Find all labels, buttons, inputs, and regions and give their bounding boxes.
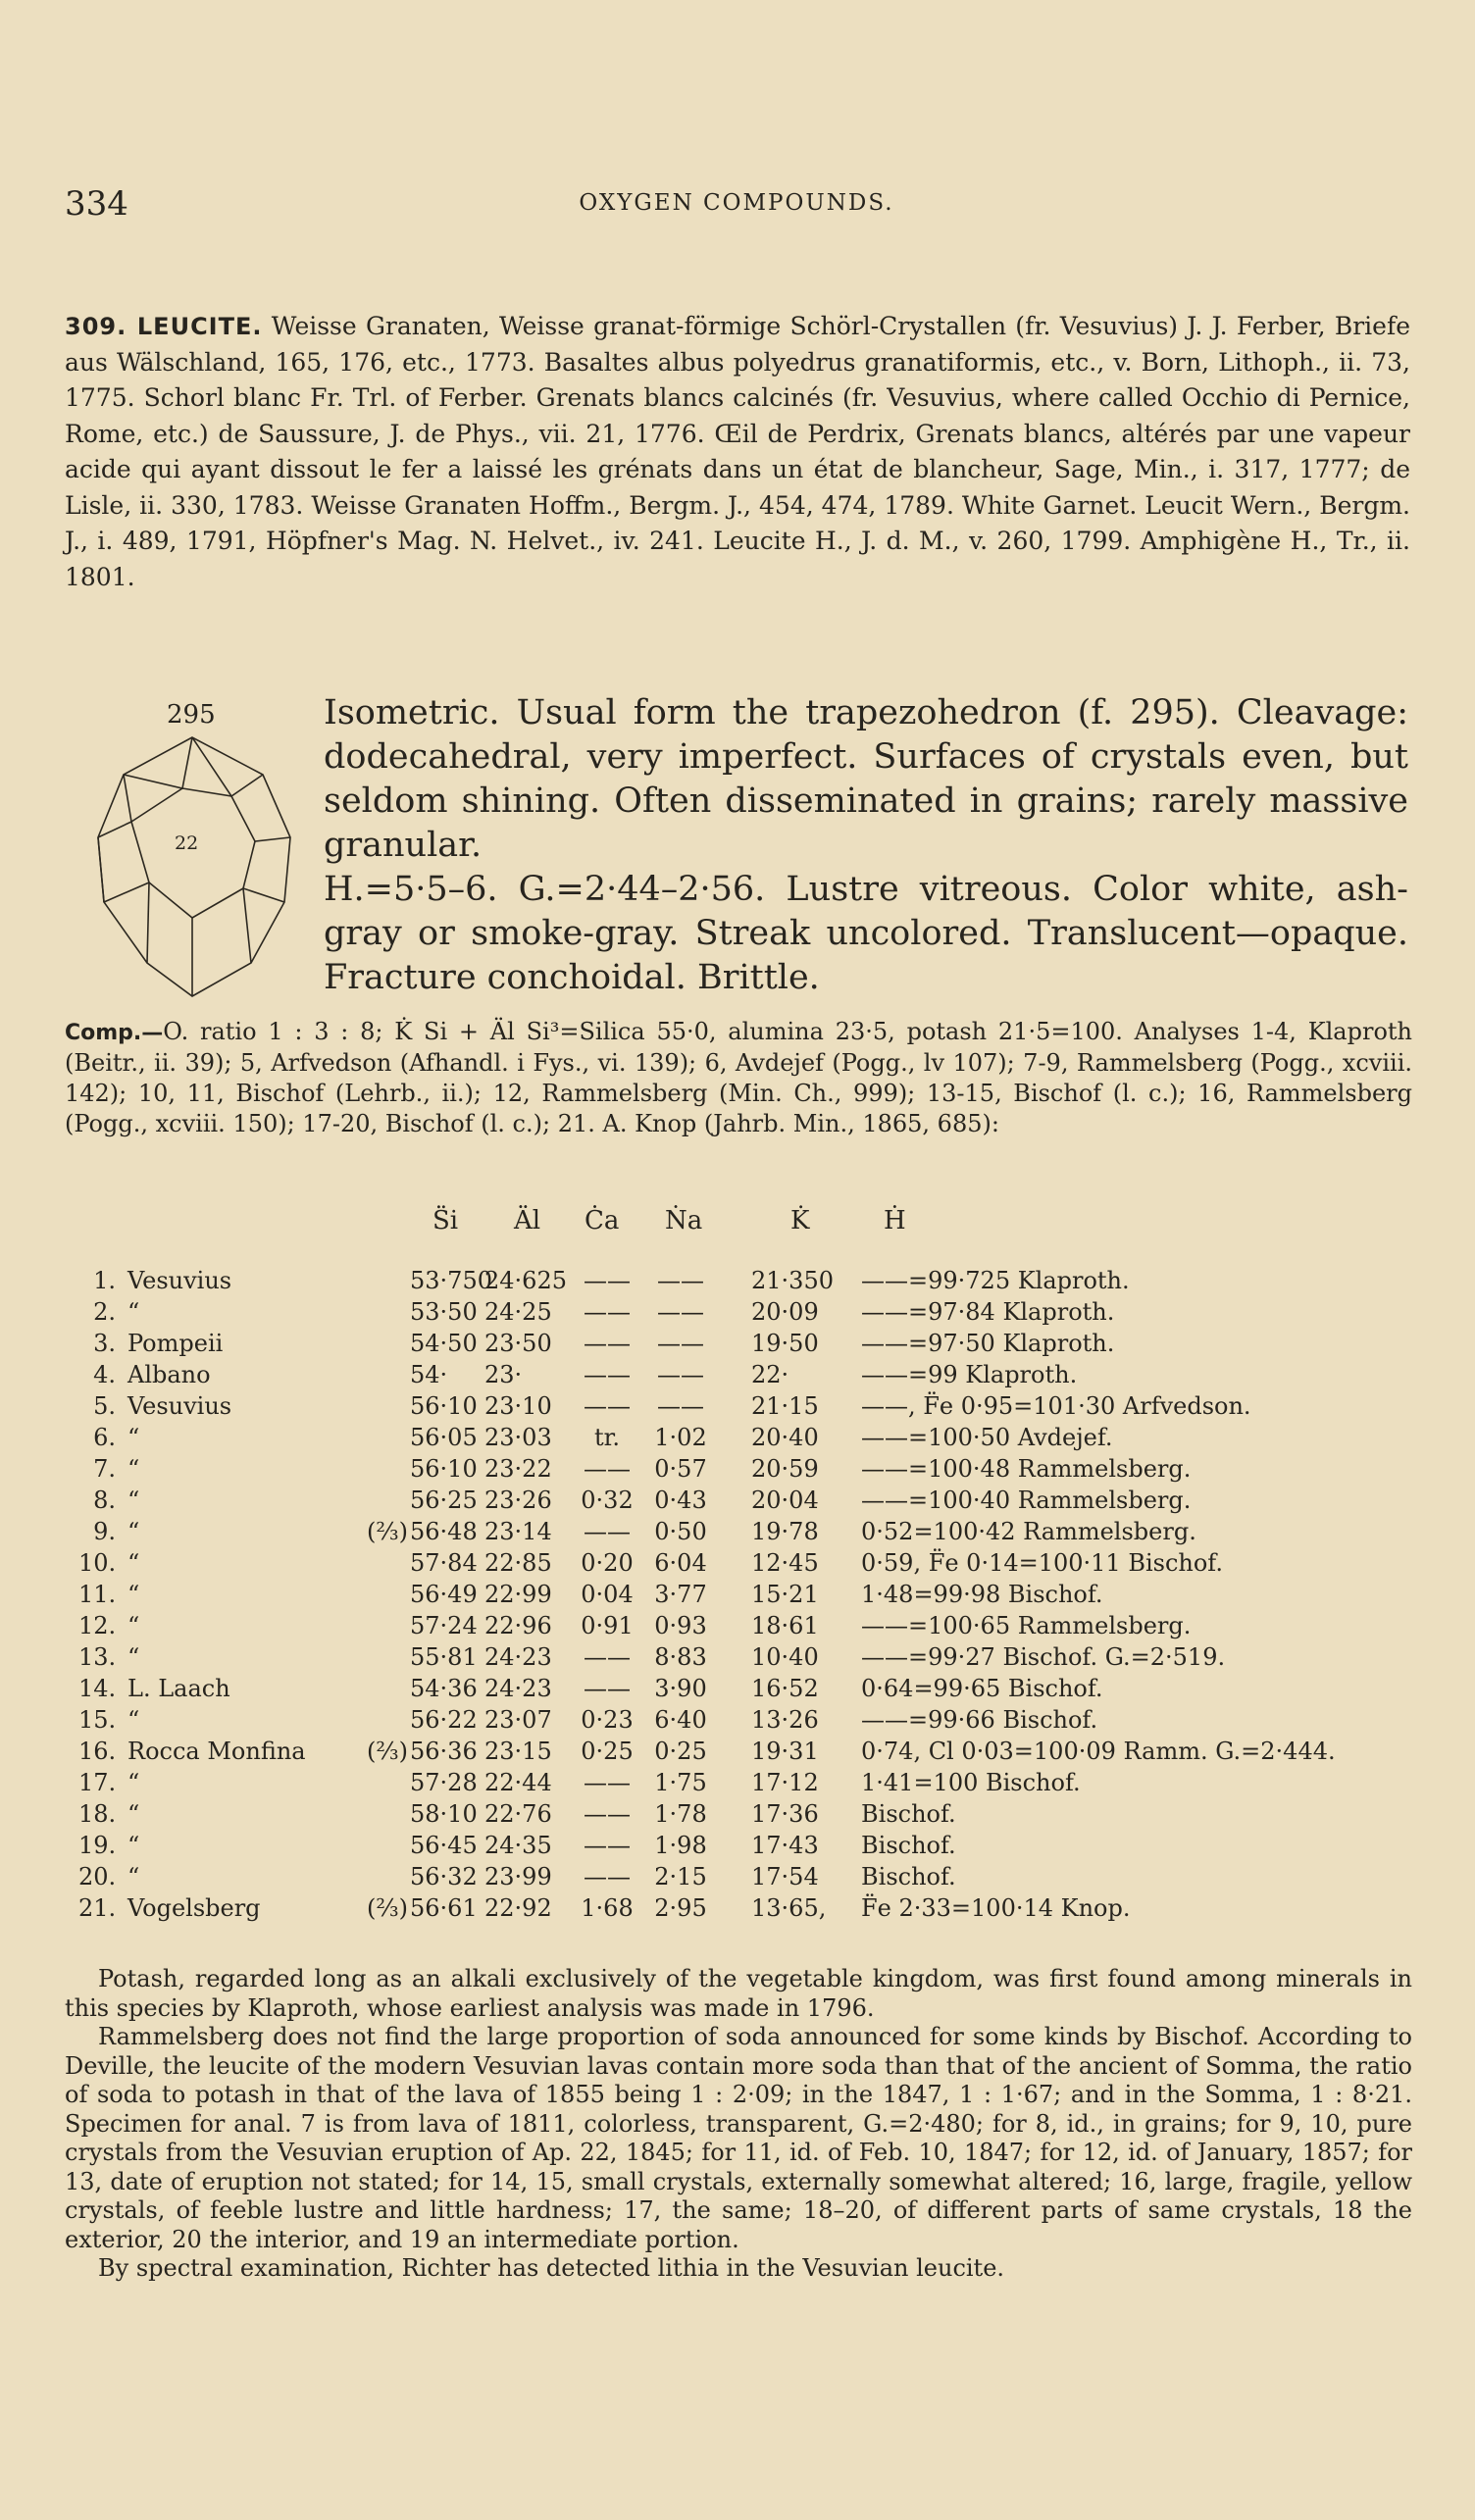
row-potash: 16·52 [751, 1675, 819, 1702]
row-silica: 56·05 [410, 1424, 478, 1451]
row-potash: 19·78 [751, 1518, 819, 1545]
row-number: 3. [93, 1330, 116, 1357]
header-lime: Ċa [585, 1206, 620, 1235]
row-soda: 1·02 [654, 1424, 707, 1451]
row-number: 21. [78, 1894, 117, 1922]
row-soda: 2·15 [654, 1863, 707, 1890]
row-silica: 56·10 [410, 1392, 478, 1420]
row-remainder: Bischof. [861, 1863, 956, 1890]
row-locality: L. Laach [127, 1675, 230, 1702]
properties-paragraph: H.=5·5–6. G.=2·44–2·56. Lustre vitreous. Color white, ash-gray or smoke-gray. Streak uncolored. Translucent—opaque. Fracture conchoidal. Brittle. [324, 870, 1408, 997]
row-remainder: ——=99·66 Bischof. [861, 1706, 1098, 1734]
row-number: 9. [93, 1518, 116, 1545]
row-alumina: 23·50 [484, 1330, 552, 1357]
running-title: OXYGEN COMPOUNDS. [579, 190, 894, 216]
row-soda: 0·25 [654, 1738, 707, 1765]
row-number: 15. [78, 1706, 117, 1734]
species-heading: 309. LEUCITE. [65, 313, 263, 340]
row-soda: —— [657, 1361, 704, 1388]
row-silica: 56·22 [410, 1706, 478, 1734]
row-lime: —— [584, 1330, 631, 1357]
table-row [65, 1267, 1428, 1298]
row-alumina: 22·44 [484, 1769, 552, 1796]
row-lime: —— [584, 1392, 631, 1420]
row-lime: —— [584, 1863, 631, 1890]
table-row [65, 1800, 1428, 1832]
row-fraction: (⅔) [367, 1738, 408, 1765]
row-soda: 0·93 [654, 1612, 707, 1639]
row-locality: “ [127, 1518, 140, 1545]
row-silica: 58·10 [410, 1800, 478, 1828]
row-remainder: 0·59, F̈e 0·14=100·11 Bischof. [861, 1549, 1223, 1577]
row-lime: —— [584, 1769, 631, 1796]
row-alumina: 24·625 [484, 1267, 567, 1294]
table-header [65, 1206, 1428, 1267]
row-silica: 56·61 [410, 1894, 478, 1922]
row-number: 8. [93, 1487, 116, 1514]
table-row [65, 1298, 1428, 1330]
row-soda: —— [657, 1267, 704, 1294]
row-lime: —— [584, 1643, 631, 1671]
row-alumina: 24·35 [484, 1832, 552, 1859]
row-locality: “ [127, 1455, 140, 1483]
row-soda: 6·40 [654, 1706, 707, 1734]
row-alumina: 24·23 [484, 1643, 552, 1671]
row-lime: —— [584, 1298, 631, 1326]
row-remainder: 0·74, Cl 0·03=100·09 Ramm. G.=2·444. [861, 1738, 1336, 1765]
row-number: 18. [78, 1800, 117, 1828]
figure-number: 295 [167, 700, 216, 730]
row-alumina: 24·23 [484, 1675, 552, 1702]
row-potash: 21·350 [751, 1267, 834, 1294]
row-soda: —— [657, 1392, 704, 1420]
row-potash: 17·12 [751, 1769, 819, 1796]
row-silica: 54·50 [410, 1330, 478, 1357]
row-locality: “ [127, 1612, 140, 1639]
row-potash: 22· [751, 1361, 789, 1388]
row-silica: 57·24 [410, 1612, 478, 1639]
row-silica: 53·750 [410, 1267, 492, 1294]
crystal-figure [76, 692, 312, 1006]
row-potash: 13·65, [751, 1894, 827, 1922]
row-silica: 56·36 [410, 1738, 478, 1765]
row-number: 13. [78, 1643, 117, 1671]
row-potash: 17·43 [751, 1832, 819, 1859]
row-remainder: ——, F̈e 0·95=101·30 Arfvedson. [861, 1392, 1251, 1420]
row-remainder: ——=99·725 Klaproth. [861, 1267, 1130, 1294]
row-locality: Vesuvius [127, 1392, 232, 1420]
face-label: 22 [175, 832, 199, 854]
row-potash: 18·61 [751, 1612, 819, 1639]
row-locality: “ [127, 1487, 140, 1514]
row-remainder: 0·52=100·42 Rammelsberg. [861, 1518, 1196, 1545]
header-soda: Ṅa [665, 1206, 703, 1235]
note-paragraph: Rammelsberg does not find the large proportion of soda announced for some kinds by Bischof. According to Deville, the leucite of the modern Vesuvian lavas contain more soda than that of the ancient of Somma, the ratio of soda to potash in that of the lava of 1855 being 1 : 2·09; in the 1847, 1 : 1·67; and in the Somma, 1 : 8·21. Specimen for anal. 7 is from lava of 1811, colorless, transparent, G.=2·480; for 8, id., in grains; for 9, 10, pure crystals from the Vesuvian eruption of Ap. 22, 1845; for 11, id. of Feb. 10, 1847; for 12, id. of January, 1857; for 13, date of eruption not stated; for 14, 15, small crystals, externally somewhat altered; 16, large, fragile, yellow crystals, of feeble lustre and little hardness; 17, the same; 18–20, of different parts of same crystals, 18 the exterior, 20 the interior, and 19 an intermediate portion. [65, 2023, 1412, 2253]
row-remainder: ——=97·50 Klaproth. [861, 1330, 1115, 1357]
row-lime: —— [584, 1832, 631, 1859]
table-row [65, 1361, 1428, 1392]
row-alumina: 22·96 [484, 1612, 552, 1639]
table-row [65, 1675, 1428, 1706]
row-alumina: 23·15 [484, 1738, 552, 1765]
row-locality: “ [127, 1832, 140, 1859]
row-potash: 15·21 [751, 1581, 819, 1608]
row-remainder: ——=100·48 Rammelsberg. [861, 1455, 1192, 1483]
header-alumina: Äl [514, 1206, 541, 1235]
row-lime: 0·23 [581, 1706, 634, 1734]
row-number: 12. [78, 1612, 117, 1639]
row-potash: 12·45 [751, 1549, 819, 1577]
row-soda: 0·57 [654, 1455, 707, 1483]
row-number: 7. [93, 1455, 116, 1483]
notes-section [65, 1965, 1412, 2284]
table-row [65, 1706, 1428, 1738]
species-entry [65, 309, 1410, 595]
row-remainder: ——=100·50 Avdejef. [861, 1424, 1113, 1451]
row-locality: “ [127, 1549, 140, 1577]
row-number: 1. [93, 1267, 116, 1294]
row-lime: —— [584, 1518, 631, 1545]
row-soda: 0·50 [654, 1518, 707, 1545]
row-locality: “ [127, 1424, 140, 1451]
table-row [65, 1832, 1428, 1863]
table-row [65, 1863, 1428, 1894]
row-remainder: ——=100·65 Rammelsberg. [861, 1612, 1192, 1639]
row-potash: 20·59 [751, 1455, 819, 1483]
row-soda: 3·77 [654, 1581, 707, 1608]
row-lime: —— [584, 1455, 631, 1483]
row-alumina: 23·14 [484, 1518, 552, 1545]
table-row [65, 1424, 1428, 1455]
row-soda: 1·98 [654, 1832, 707, 1859]
row-lime: 0·32 [581, 1487, 634, 1514]
row-potash: 19·31 [751, 1738, 819, 1765]
row-remainder: ——=99 Klaproth. [861, 1361, 1078, 1388]
row-alumina: 23·03 [484, 1424, 552, 1451]
row-silica: 56·48 [410, 1518, 478, 1545]
row-fraction: (⅔) [367, 1894, 408, 1922]
row-lime: —— [584, 1361, 631, 1388]
row-locality: “ [127, 1863, 140, 1890]
row-lime: 0·04 [581, 1581, 634, 1608]
row-locality: “ [127, 1706, 140, 1734]
row-soda: 1·78 [654, 1800, 707, 1828]
row-silica: 56·25 [410, 1487, 478, 1514]
row-lime: —— [584, 1267, 631, 1294]
row-potash: 17·36 [751, 1800, 819, 1828]
row-lime: —— [584, 1675, 631, 1702]
row-soda: —— [657, 1298, 704, 1326]
row-potash: 20·04 [751, 1487, 819, 1514]
row-soda: 3·90 [654, 1675, 707, 1702]
row-locality: Pompeii [127, 1330, 224, 1357]
row-lime: 1·68 [581, 1894, 634, 1922]
table-body [65, 1267, 1428, 1926]
row-lime: tr. [593, 1424, 621, 1451]
row-locality: Rocca Monfina [127, 1738, 306, 1765]
row-number: 20. [78, 1863, 117, 1890]
row-silica: 57·28 [410, 1769, 478, 1796]
row-silica: 56·32 [410, 1863, 478, 1890]
table-row [65, 1549, 1428, 1581]
row-number: 14. [78, 1675, 117, 1702]
row-remainder: 1·41=100 Bischof. [861, 1769, 1081, 1796]
row-potash: 20·09 [751, 1298, 819, 1326]
row-number: 11. [78, 1581, 117, 1608]
row-remainder: 0·64=99·65 Bischof. [861, 1675, 1103, 1702]
row-silica: 56·45 [410, 1832, 478, 1859]
table-row [65, 1738, 1428, 1769]
row-potash: 21·15 [751, 1392, 819, 1420]
composition-paragraph [65, 1017, 1412, 1139]
table-row [65, 1330, 1428, 1361]
row-number: 2. [93, 1298, 116, 1326]
row-soda: 1·75 [654, 1769, 707, 1796]
row-locality: “ [127, 1298, 140, 1326]
row-locality: “ [127, 1769, 140, 1796]
row-remainder: Bischof. [861, 1800, 956, 1828]
row-number: 6. [93, 1424, 116, 1451]
row-soda: —— [657, 1330, 704, 1357]
row-silica: 56·49 [410, 1581, 478, 1608]
row-alumina: 22·85 [484, 1549, 552, 1577]
table-row [65, 1581, 1428, 1612]
row-alumina: 23·26 [484, 1487, 552, 1514]
composition-label: Comp.— [65, 1021, 164, 1045]
row-locality: “ [127, 1800, 140, 1828]
row-soda: 0·43 [654, 1487, 707, 1514]
row-potash: 20·40 [751, 1424, 819, 1451]
header-water: Ḣ [884, 1206, 906, 1235]
row-number: 4. [93, 1361, 116, 1388]
note-paragraph: Potash, regarded long as an alkali exclusively of the vegetable kingdom, was first found among minerals in this species by Klaproth, whose earliest analysis was made in 1796. [65, 1965, 1412, 2022]
row-alumina: 23·10 [484, 1392, 552, 1420]
row-remainder: ——=99·27 Bischof. G.=2·519. [861, 1643, 1226, 1671]
table-row [65, 1518, 1428, 1549]
synonymy-text: Weisse Granaten, Weisse granat-förmige Schörl-Crystallen (fr. Vesuvius) J. J. Ferber, Briefe aus Wälschland, 165, 176, etc., 1773. Basaltes albus polyedrus granatiformis, etc., v. Born, Lithoph., ii. 73, 1775. Schorl blanc Fr. Trl. of Ferber. Grenats blancs calcinés (fr. Vesuvius, where called Occhio di Pernice, Rome, etc.) de Saussure, J. de Phys., vii. 21, 1776. Œil de Perdrix, Grenats blancs, altérés par une vapeur acide qui ayant dissout le fer a laissé les grénats dans un état de blancheur, Sage, Min., i. 317, 1777; de Lisle, ii. 330, 1783. Weisse Granaten Hoffm., Bergm. J., 454, 474, 1789. White Garnet. Leucit Wern., Bergm. J., i. 489, 1791, Höpfner's Mag. N. Helvet., iv. 241. Leucite H., J. d. M., v. 260, 1799. Amphigène H., Tr., ii. 1801. [65, 312, 1410, 591]
row-silica: 54· [410, 1361, 448, 1388]
page-number: 334 [65, 184, 128, 224]
row-number: 5. [93, 1392, 116, 1420]
row-lime: 0·20 [581, 1549, 634, 1577]
row-fraction: (⅔) [367, 1518, 408, 1545]
row-alumina: 22·92 [484, 1894, 552, 1922]
table-row [65, 1769, 1428, 1800]
row-alumina: 23·22 [484, 1455, 552, 1483]
row-locality: Vesuvius [127, 1267, 232, 1294]
trapezohedron-icon [76, 735, 312, 1000]
row-remainder: Bischof. [861, 1832, 956, 1859]
row-potash: 19·50 [751, 1330, 819, 1357]
physical-description [324, 691, 1408, 1000]
table-row [65, 1392, 1428, 1424]
row-lime: —— [584, 1800, 631, 1828]
table-row [65, 1894, 1428, 1926]
row-potash: 13·26 [751, 1706, 819, 1734]
row-soda: 2·95 [654, 1894, 707, 1922]
row-locality: Albano [127, 1361, 211, 1388]
row-alumina: 22·99 [484, 1581, 552, 1608]
header-silica: S̈i [432, 1206, 459, 1235]
table-row [65, 1643, 1428, 1675]
row-silica: 53·50 [410, 1298, 478, 1326]
row-locality: Vogelsberg [127, 1894, 261, 1922]
note-paragraph: By spectral examination, Richter has detected lithia in the Vesuvian leucite. [98, 2254, 1005, 2282]
row-soda: 6·04 [654, 1549, 707, 1577]
table-row [65, 1455, 1428, 1487]
row-potash: 10·40 [751, 1643, 819, 1671]
row-silica: 54·36 [410, 1675, 478, 1702]
row-silica: 57·84 [410, 1549, 478, 1577]
table-row [65, 1487, 1428, 1518]
row-remainder: ——=100·40 Rammelsberg. [861, 1487, 1192, 1514]
row-potash: 17·54 [751, 1863, 819, 1890]
row-alumina: 23·99 [484, 1863, 552, 1890]
row-locality: “ [127, 1581, 140, 1608]
header-potash: K̇ [790, 1206, 810, 1235]
row-silica: 55·81 [410, 1643, 478, 1671]
table-row [65, 1612, 1428, 1643]
row-silica: 56·10 [410, 1455, 478, 1483]
page-header [65, 184, 1408, 224]
composition-text: O. ratio 1 : 3 : 8; K̇ Si + Äl Si³=Silica 55·0, alumina 23·5, potash 21·5=100. Analyses 1-4, Klaproth (Beitr., ii. 39); 5, Arfvedson (Afhandl. i Fys., vi. 139); 6, Avdejef (Pogg., lv 107); 7-9, Rammelsberg (Pogg., xcviii. 142); 10, 11, Bischof (Lehrb., ii.); 12, Rammelsberg (Min. Ch., 999); 13-15, Bischof (l. c.); 16, Rammelsberg (Pogg., xcviii. 150); 17-20, Bischof (l. c.); 21. A. Knop (Jahrb. Min., 1865, 685): [65, 1018, 1412, 1137]
row-number: 19. [78, 1832, 117, 1859]
row-lime: 0·91 [581, 1612, 634, 1639]
row-remainder: 1·48=99·98 Bischof. [861, 1581, 1103, 1608]
crystallography-paragraph: Isometric. Usual form the trapezohedron (f. 295). Cleavage: dodecahedral, very imperfect. Surfaces of crystals even, but seldom shining. Often disseminated in grains; rarely massive granular. [324, 693, 1408, 865]
row-lime: 0·25 [581, 1738, 634, 1765]
row-number: 17. [78, 1769, 117, 1796]
row-remainder: ——=97·84 Klaproth. [861, 1298, 1115, 1326]
row-alumina: 23·07 [484, 1706, 552, 1734]
row-remainder: F̈e 2·33=100·14 Knop. [861, 1894, 1131, 1922]
row-soda: 8·83 [654, 1643, 707, 1671]
row-alumina: 22·76 [484, 1800, 552, 1828]
analyses-table [65, 1206, 1428, 1926]
row-number: 10. [78, 1549, 117, 1577]
row-number: 16. [78, 1738, 117, 1765]
row-alumina: 23· [484, 1361, 523, 1388]
row-alumina: 24·25 [484, 1298, 552, 1326]
row-locality: “ [127, 1643, 140, 1671]
